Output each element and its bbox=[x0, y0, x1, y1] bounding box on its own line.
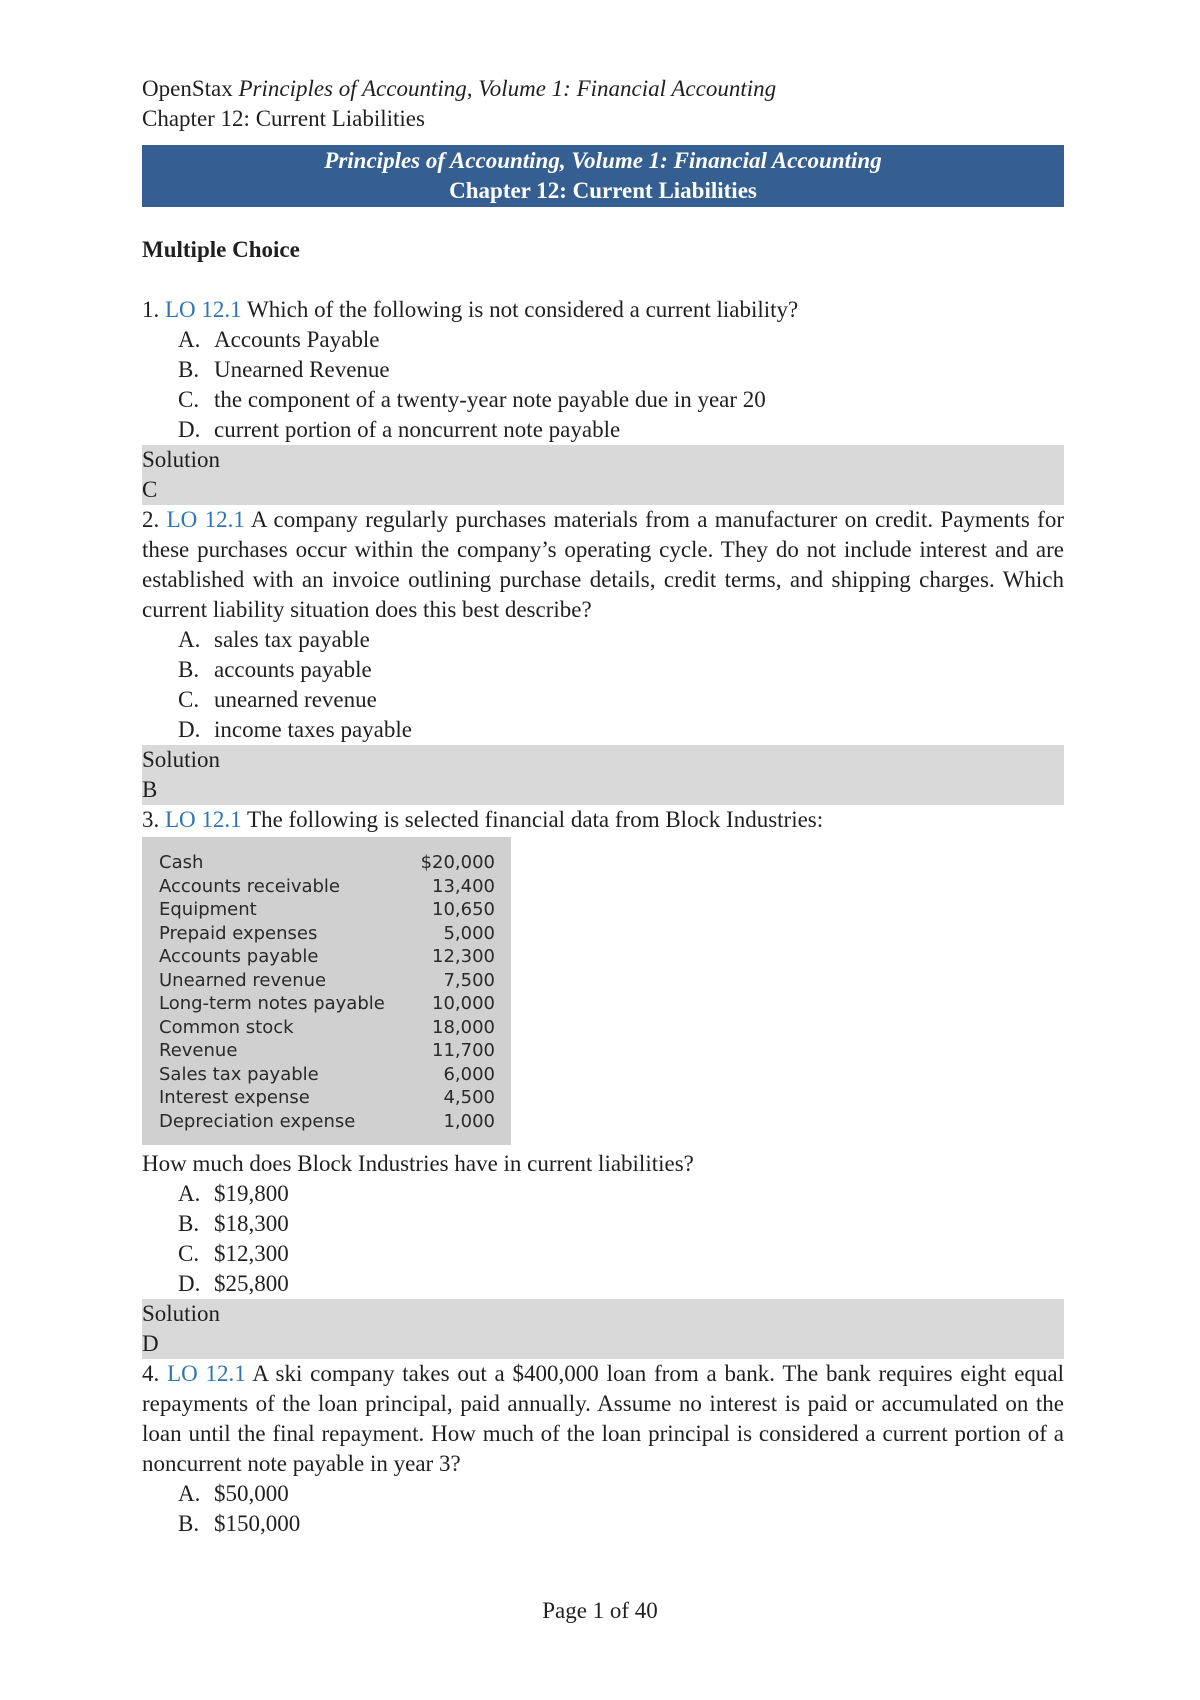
table-row bbox=[142, 837, 511, 875]
table-row bbox=[142, 898, 511, 922]
answer-options bbox=[142, 1179, 1064, 1299]
option-a: A. $19,800 bbox=[178, 1181, 289, 1206]
row-label: Sales tax payable bbox=[159, 1063, 319, 1085]
row-amount: 12,300 bbox=[432, 946, 495, 967]
table-row bbox=[142, 945, 511, 969]
row-amount: 1,000 bbox=[443, 1110, 495, 1132]
solution-box bbox=[142, 1299, 1064, 1359]
option-c: C. unearned revenue bbox=[178, 687, 377, 712]
answer-options bbox=[142, 325, 1064, 445]
question-prompt: A ski company takes out a $400,000 loan from a bank. The bank requires eight equal repayments of the loan principal, paid annually. Assume no interest is paid or accumulated on the loan until the final repayment. How much of the loan principal is considered a current portion of a noncurrent note payable in year 3? bbox=[142, 1361, 1064, 1476]
option-b: B. Unearned Revenue bbox=[178, 357, 390, 382]
row-label: Accounts payable bbox=[159, 946, 319, 967]
row-label: Accounts receivable bbox=[159, 875, 341, 897]
learning-objective-link[interactable]: LO 12.1 bbox=[165, 807, 242, 832]
question-prompt: The following is selected financial data from Block Industries: bbox=[247, 807, 824, 832]
row-label: Common stock bbox=[159, 1016, 294, 1038]
table-row bbox=[142, 1039, 511, 1063]
option-d: D. current portion of a noncurrent note payable bbox=[178, 417, 621, 442]
option-b: B. accounts payable bbox=[178, 657, 372, 682]
question-number: 4. bbox=[142, 1361, 160, 1386]
option-c: C. $12,300 bbox=[178, 1241, 289, 1266]
table-row bbox=[142, 1063, 511, 1087]
row-label: Prepaid expenses bbox=[159, 922, 318, 944]
option-d: D. $25,800 bbox=[178, 1271, 289, 1296]
banner-title: Principles of Accounting, Volume 1: Financial Accounting bbox=[324, 148, 882, 173]
option-c: C. the component of a twenty-year note payable due in year 20 bbox=[178, 387, 766, 412]
table-row bbox=[142, 922, 511, 946]
table-row bbox=[142, 969, 511, 993]
question-2 bbox=[142, 505, 1064, 805]
row-amount: 4,500 bbox=[443, 1087, 495, 1108]
learning-objective-link[interactable]: LO 12.1 bbox=[167, 1361, 246, 1386]
question-followup: How much does Block Industries have in current liabilities? bbox=[142, 1151, 694, 1176]
question-text bbox=[142, 1359, 1064, 1479]
learning-objective-link[interactable]: LO 12.1 bbox=[165, 297, 242, 322]
row-label: Cash bbox=[159, 852, 204, 873]
question-4 bbox=[142, 1359, 1064, 1539]
row-amount: 5,000 bbox=[443, 922, 495, 944]
learning-objective-link[interactable]: LO 12.1 bbox=[166, 507, 245, 532]
option-a: A. sales tax payable bbox=[178, 627, 370, 652]
section-heading: Multiple Choice bbox=[142, 237, 300, 262]
running-header-publisher: OpenStax bbox=[142, 76, 233, 101]
option-b: B. $18,300 bbox=[178, 1211, 289, 1236]
table-row bbox=[142, 875, 511, 899]
row-amount: 13,400 bbox=[432, 875, 495, 897]
question-number: 1. bbox=[142, 297, 160, 322]
solution-label: Solution bbox=[142, 447, 220, 472]
row-amount: 10,000 bbox=[432, 993, 495, 1014]
banner-chapter: Chapter 12: Current Liabilities bbox=[449, 178, 757, 203]
option-a: A. Accounts Payable bbox=[178, 327, 380, 352]
option-a: A. $50,000 bbox=[178, 1481, 289, 1506]
row-amount: $20,000 bbox=[420, 852, 495, 873]
solution-label: Solution bbox=[142, 747, 220, 772]
question-number: 3. bbox=[142, 807, 160, 832]
solution-answer: B bbox=[142, 777, 158, 802]
chapter-banner bbox=[142, 145, 1064, 207]
row-label: Interest expense bbox=[159, 1087, 310, 1108]
question-3 bbox=[142, 805, 1064, 1359]
solution-answer: D bbox=[142, 1331, 159, 1356]
question-text bbox=[142, 295, 1064, 325]
row-label: Revenue bbox=[159, 1040, 238, 1061]
running-header-book-line bbox=[142, 74, 1064, 104]
row-label: Depreciation expense bbox=[159, 1110, 356, 1132]
solution-label: Solution bbox=[142, 1301, 220, 1326]
question-text bbox=[142, 805, 1064, 835]
question-prompt: A company regularly purchases materials from a manufacturer on credit. Payments for these purchases occur within the company’s operating cycle. They do not include interest and are established with an invoice outlining purchase details, credit terms, and shipping charges. Which current liability situation does this best describe? bbox=[142, 507, 1064, 622]
row-label: Equipment bbox=[159, 899, 257, 920]
question-number: 2. bbox=[142, 507, 160, 532]
row-amount: 18,000 bbox=[432, 1016, 495, 1038]
running-header bbox=[142, 74, 1064, 134]
running-header-book-title: Principles of Accounting, Volume 1: Financial Accounting bbox=[238, 76, 777, 101]
answer-options bbox=[142, 1479, 1064, 1539]
row-amount: 7,500 bbox=[443, 969, 495, 991]
solution-answer: C bbox=[142, 477, 158, 502]
table-row bbox=[142, 1110, 511, 1146]
solution-box bbox=[142, 445, 1064, 505]
table-row bbox=[142, 1016, 511, 1040]
page-content bbox=[142, 74, 1064, 1539]
option-b: B. $150,000 bbox=[178, 1511, 301, 1536]
row-amount: 11,700 bbox=[432, 1040, 495, 1061]
table-row bbox=[142, 1086, 511, 1110]
question-1 bbox=[142, 295, 1064, 505]
table-row bbox=[142, 992, 511, 1016]
page-footer: Page 1 of 40 bbox=[542, 1598, 658, 1623]
solution-box bbox=[142, 745, 1064, 805]
answer-options bbox=[142, 625, 1064, 745]
question-prompt: Which of the following is not considered a current liability? bbox=[247, 297, 799, 322]
row-amount: 10,650 bbox=[432, 899, 495, 920]
running-header-chapter: Chapter 12: Current Liabilities bbox=[142, 106, 425, 131]
financial-data-table bbox=[142, 837, 511, 1145]
option-d: D. income taxes payable bbox=[178, 717, 412, 742]
question-text bbox=[142, 505, 1064, 625]
row-label: Unearned revenue bbox=[159, 969, 327, 991]
row-amount: 6,000 bbox=[443, 1063, 495, 1085]
row-label: Long-term notes payable bbox=[159, 993, 385, 1014]
